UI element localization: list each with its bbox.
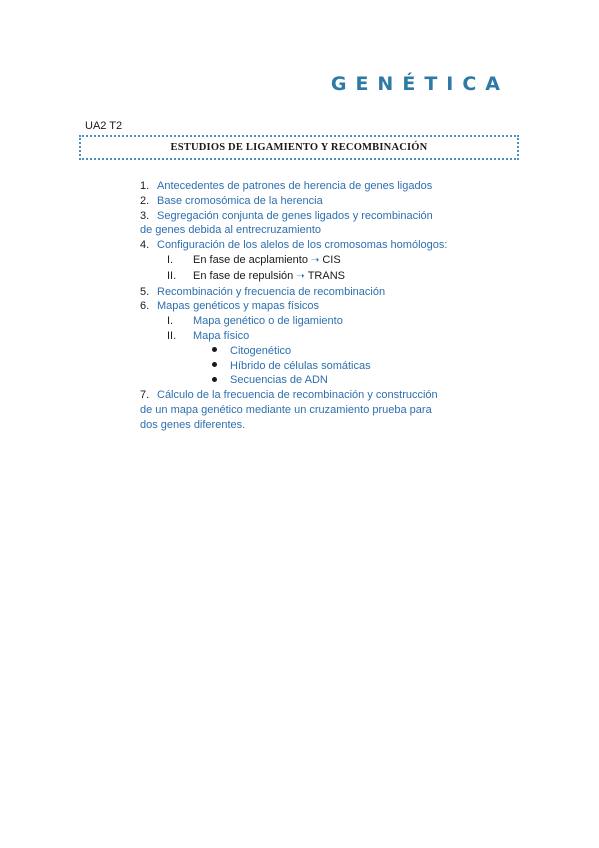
roman-numeral: I.: [167, 253, 174, 266]
item-text: Mapas genéticos y mapas físicos: [157, 300, 320, 313]
item-number: 4.: [140, 239, 150, 252]
bullet-text: Híbrido de células somáticas: [230, 359, 371, 372]
outline-item-7: [140, 388, 510, 403]
subitem-text: En fase de repulsión: [193, 269, 294, 282]
item-text: Configuración de los alelos de los cromosomas homólogos:: [157, 239, 448, 252]
section-heading: ESTUDIOS DE LIGAMIENTO Y RECOMBINACIÓN: [170, 142, 428, 153]
outline-item-1: [140, 179, 510, 194]
outline-item-6: [140, 299, 510, 314]
arrow-right-icon: ➝: [310, 254, 320, 266]
outline-item-4: [140, 238, 510, 253]
outline-subitem-6-2: [140, 329, 510, 344]
outline-item-3: [140, 209, 510, 224]
bullet-item: [140, 344, 510, 359]
bullet-text: Citogenético: [230, 344, 292, 357]
outline-subitem-4-2: [140, 269, 510, 285]
outline-subitem-6-1: [140, 314, 510, 329]
item-number: 2.: [140, 194, 150, 207]
roman-numeral: I.: [167, 315, 174, 328]
item-number: 1.: [140, 180, 150, 192]
item-number: 3.: [140, 209, 150, 222]
roman-numeral: II.: [167, 329, 177, 342]
outline-item-3-continuation: [140, 223, 510, 238]
topic-outline: [140, 179, 510, 433]
outline-item-5: [140, 285, 510, 300]
page-title: GENÉTICA: [330, 73, 509, 95]
section-heading-box: [79, 135, 519, 160]
phase-result: CIS: [322, 253, 341, 266]
item-number: 6.: [140, 300, 150, 313]
item-text: de genes debida al entrecruzamiento: [140, 224, 322, 237]
item-number: 7.: [140, 389, 150, 402]
item-text: Recombinación y frecuencia de recombinación: [157, 285, 386, 298]
item-number: 5.: [140, 285, 150, 298]
bullet-item: [140, 373, 510, 388]
subitem-text: En fase de acplamiento: [193, 253, 308, 266]
item-text: Antecedentes de patrones de herencia de genes ligados: [157, 180, 433, 192]
item-text: Segregación conjunta de genes ligados y recombinación: [157, 209, 433, 222]
arrow-right-icon: ➝: [296, 270, 305, 282]
subitem-text: Mapa genético o de ligamiento: [193, 315, 343, 328]
bullet-item: [140, 359, 510, 374]
item-text: de un mapa genético mediante un cruzamiento prueba para: [140, 403, 432, 416]
outline-item-2: [140, 194, 510, 209]
outline-subitem-4-1: [140, 253, 510, 269]
bullet-dot-icon: [212, 377, 217, 382]
item-text: dos genes diferentes.: [140, 418, 246, 431]
bullet-dot-icon: [212, 347, 217, 352]
bullet-dot-icon: [212, 362, 217, 367]
item-text: Cálculo de la frecuencia de recombinación y construcción: [157, 389, 438, 402]
outline-item-7-continuation: [140, 403, 510, 418]
bullet-text: Secuencias de ADN: [230, 374, 328, 387]
outline-item-7-continuation: [140, 418, 510, 433]
roman-numeral: II.: [167, 269, 177, 282]
phase-result: TRANS: [307, 269, 345, 282]
subitem-text: Mapa físico: [193, 329, 250, 342]
item-text: Base cromosómica de la herencia: [157, 194, 323, 207]
unit-code: UA2 T2: [85, 120, 123, 132]
